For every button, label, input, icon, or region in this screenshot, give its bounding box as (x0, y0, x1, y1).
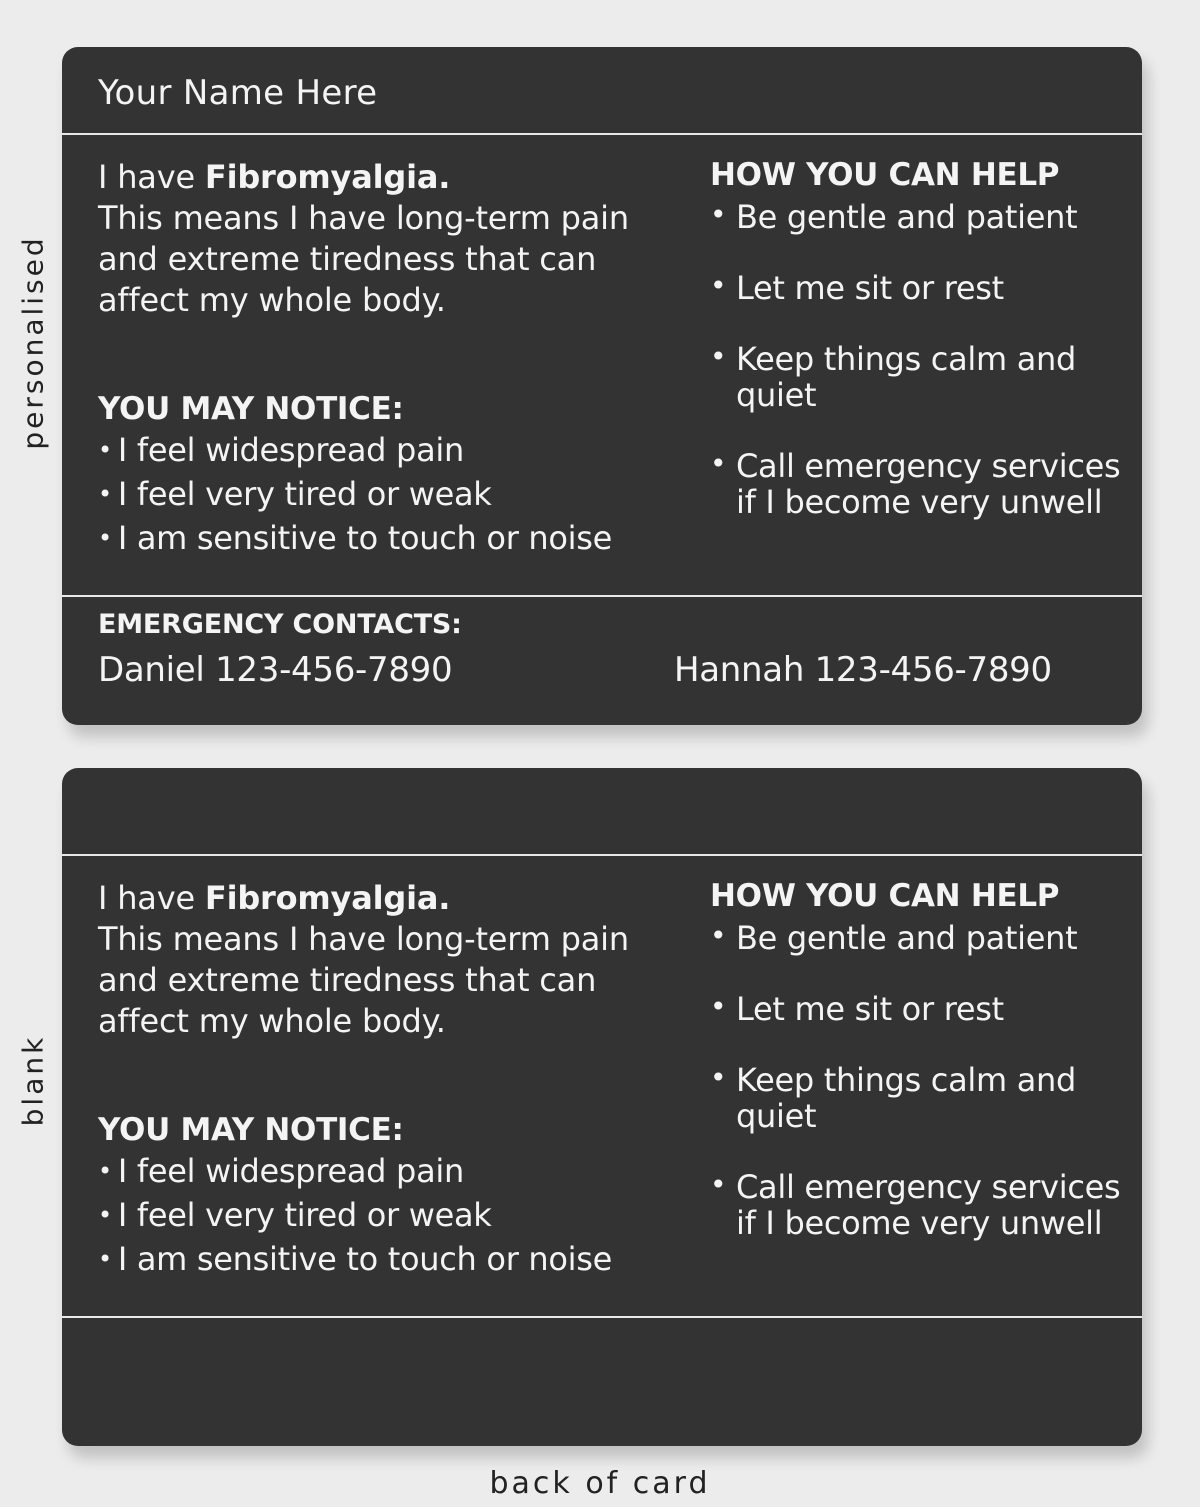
list-item: • I feel very tired or weak (98, 1195, 698, 1239)
list-item: • I feel widespread pain (98, 430, 698, 474)
help-list (710, 920, 1130, 1276)
list-item: • Call emergency services if I become very unwell (710, 1169, 1130, 1241)
notice-heading: YOU MAY NOTICE: (98, 391, 404, 427)
list-item: • Let me sit or rest (710, 991, 1130, 1027)
contacts-heading: EMERGENCY CONTACTS: (98, 609, 462, 640)
intro-text (98, 878, 678, 1042)
help-heading: HOW YOU CAN HELP (710, 878, 1060, 914)
list-item: • I am sensitive to touch or noise (98, 518, 698, 562)
personalised-label: personalised (16, 235, 50, 450)
intro-description: This means I have long-term pain and extreme tiredness that can affect my whole body. (98, 199, 629, 319)
intro-prefix: I have (98, 158, 205, 196)
list-item: • I feel widespread pain (98, 1151, 698, 1195)
help-heading: HOW YOU CAN HELP (710, 157, 1060, 193)
blank-label: blank (16, 1034, 50, 1127)
intro-text (98, 157, 678, 321)
notice-heading: YOU MAY NOTICE: (98, 1112, 404, 1148)
list-item: • Let me sit or rest (710, 270, 1130, 306)
personalised-card (62, 47, 1142, 725)
list-item: • Be gentle and patient (710, 199, 1130, 235)
condition-name: Fibromyalgia. (204, 158, 451, 196)
contact-daniel: Daniel 123-456-7890 (98, 650, 453, 690)
footer-divider (62, 1316, 1142, 1318)
contact-hannah: Hannah 123-456-7890 (674, 650, 1052, 690)
list-item: • I am sensitive to touch or noise (98, 1239, 698, 1283)
footer-divider (62, 595, 1142, 597)
intro-prefix: I have (98, 879, 205, 917)
list-item: • I feel very tired or weak (98, 474, 698, 518)
notice-list (98, 430, 698, 562)
back-of-card-caption: back of card (489, 1466, 711, 1501)
list-item: • Keep things calm and quiet (710, 1062, 1130, 1134)
header-divider (62, 133, 1142, 135)
blank-card (62, 768, 1142, 1446)
notice-list (98, 1151, 698, 1283)
list-item: • Call emergency services if I become very unwell (710, 448, 1130, 520)
intro-description: This means I have long-term pain and extreme tiredness that can affect my whole body. (98, 920, 629, 1040)
header-divider (62, 854, 1142, 856)
list-item: • Be gentle and patient (710, 920, 1130, 956)
help-list (710, 199, 1130, 555)
condition-name: Fibromyalgia. (204, 879, 451, 917)
card-name: Your Name Here (98, 73, 378, 113)
list-item: • Keep things calm and quiet (710, 341, 1130, 413)
